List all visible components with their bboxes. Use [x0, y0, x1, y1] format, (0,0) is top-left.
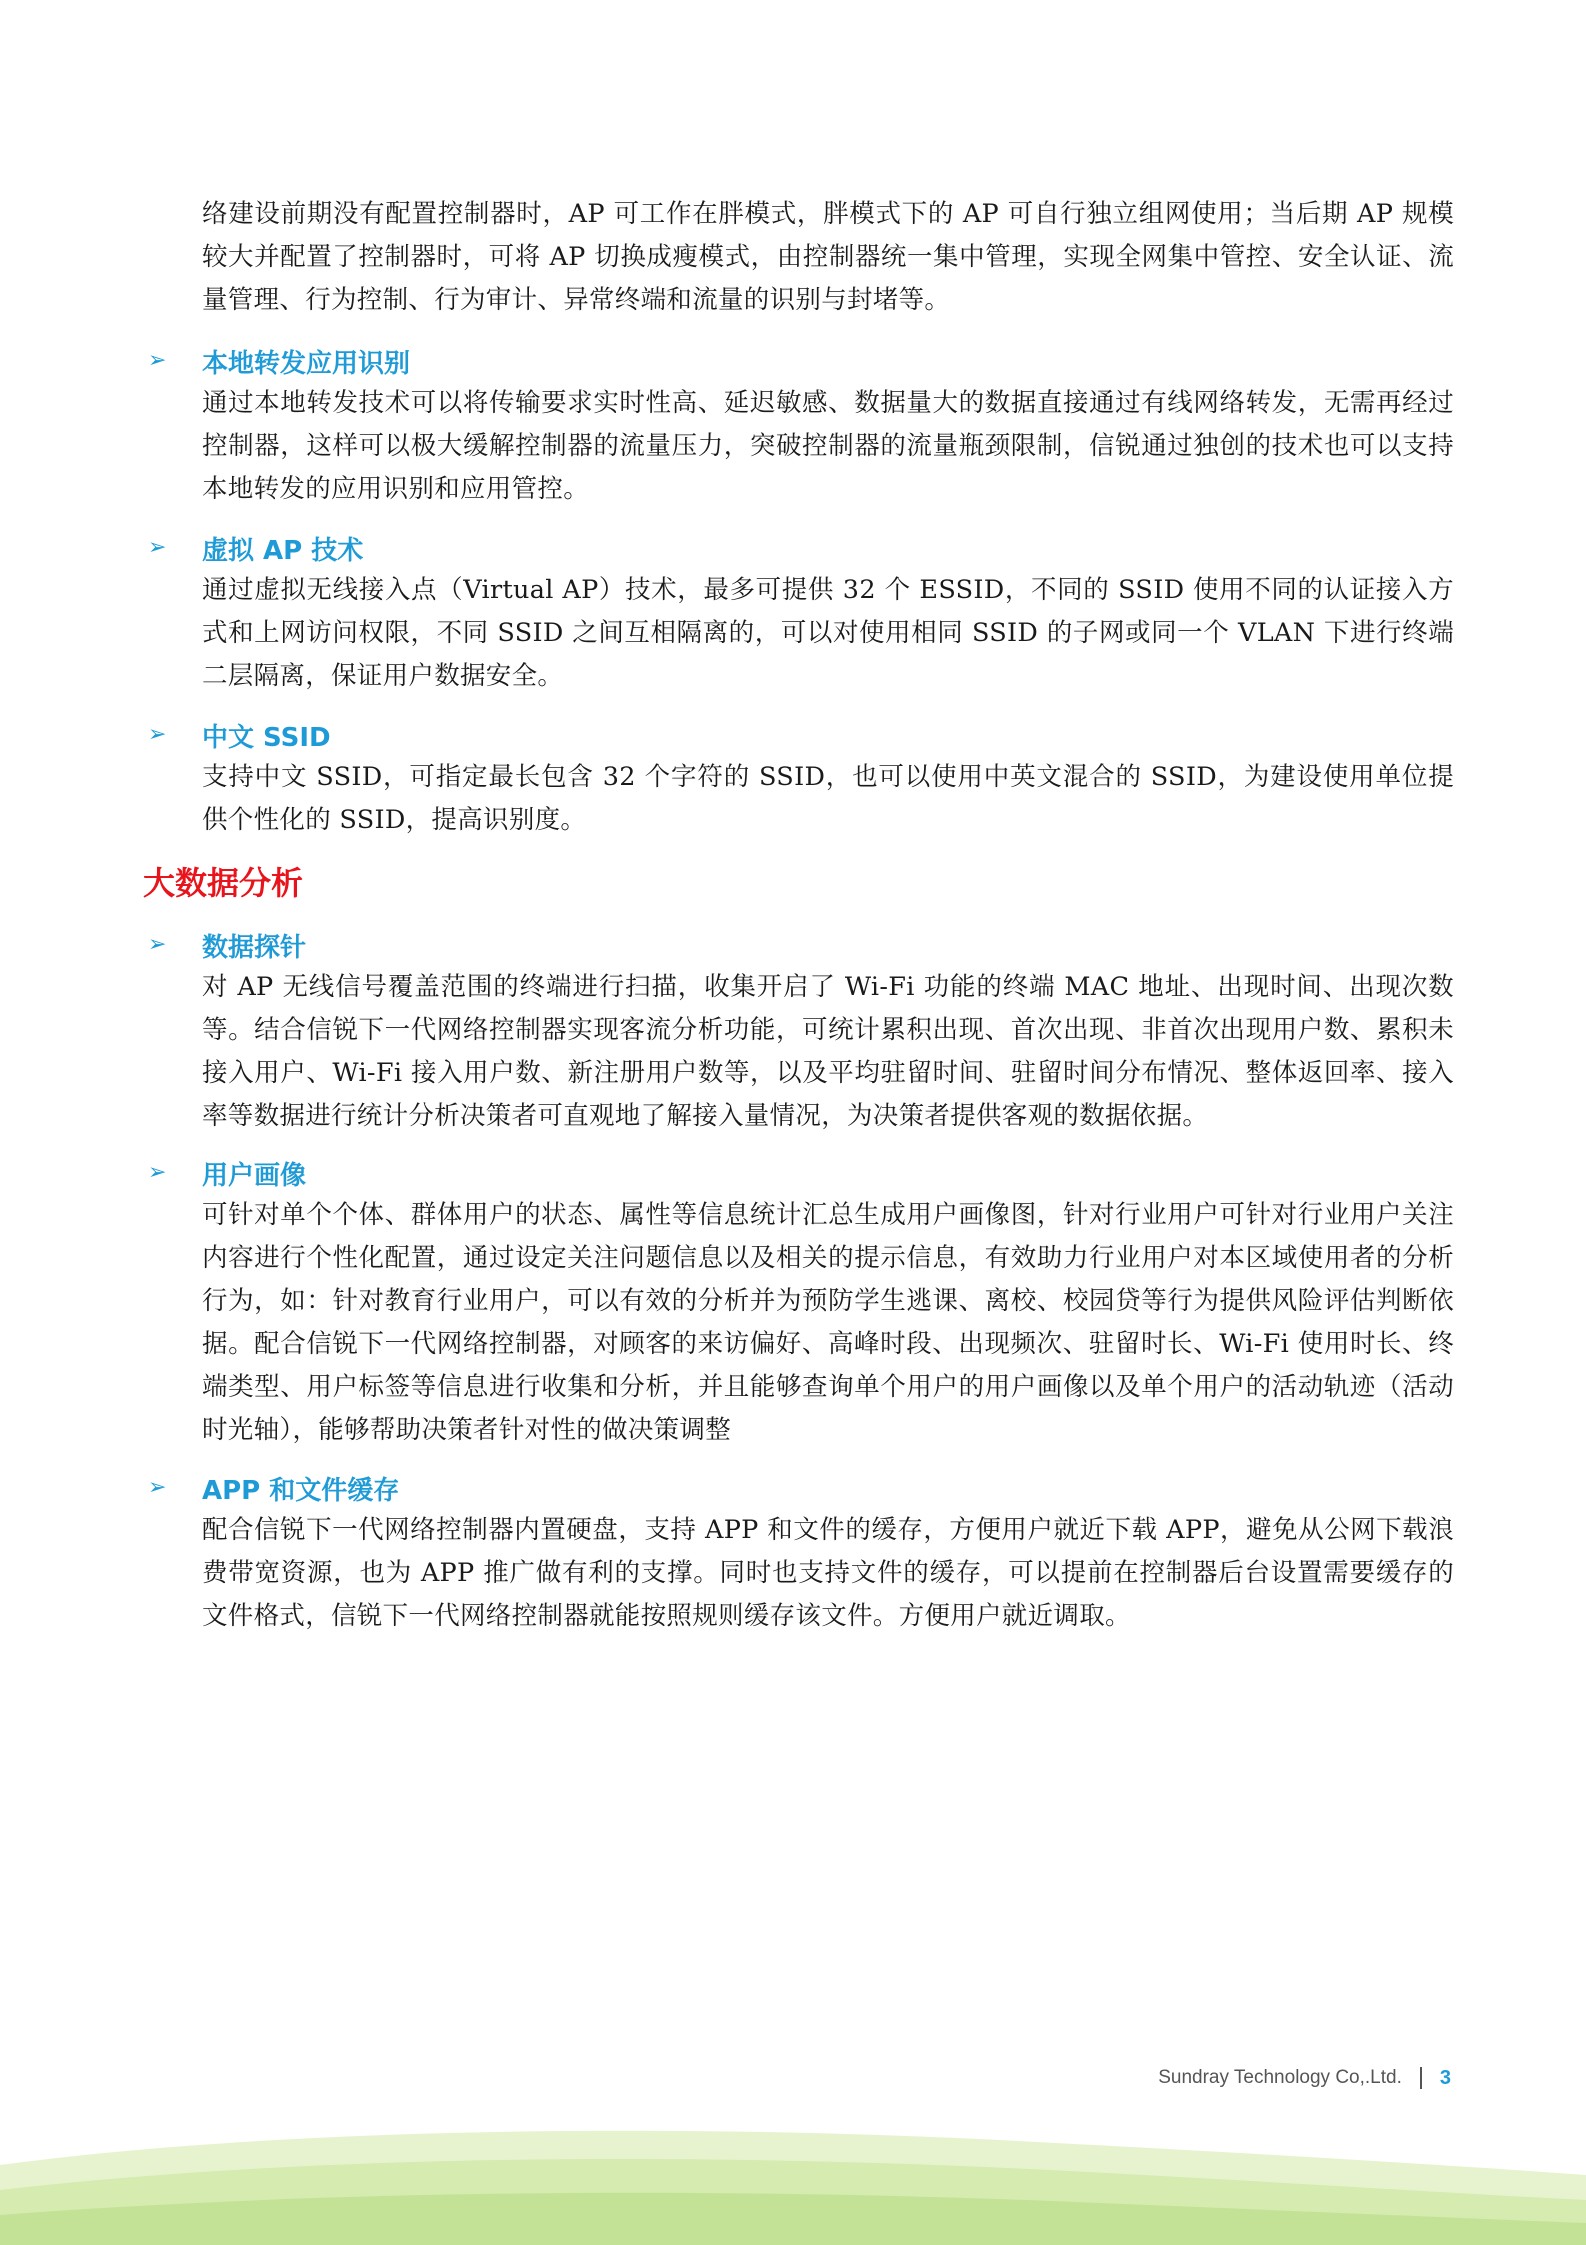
section-heading: [148, 528, 363, 568]
section-title: APP 和文件缓存: [202, 1475, 400, 1506]
arrow-bullet-icon: ➢: [148, 535, 167, 560]
section-title: 用户画像: [202, 1160, 307, 1191]
company-name: Sundray Technology Co,.Ltd.: [1158, 2067, 1402, 2088]
arrow-bullet-icon: ➢: [148, 722, 167, 747]
section-title: 数据探针: [202, 932, 307, 963]
section-heading: [148, 1153, 306, 1193]
arrow-bullet-icon: ➢: [148, 932, 167, 957]
section-body: 可针对单个个体、群体用户的状态、属性等信息统计汇总生成用户画像图，针对行业用户可针对行业用户关注内容进行个性化配置，通过设定关注问题信息以及相关的提示信息，有效助力行业用户对本区域使用者的分析行为，如：针对教育行业用户，可以有效的分析并为预防学生逃课、离校、校园贷等行为提供风险评估判断依据。配合信锐下一代网络控制器，对顾客的来访偏好、高峰时段、出现频次、驻留时长、Wi-Fi 使用时长、终端类型、用户标签等信息进行收集和分析，并且能够查询单个用户的用户画像以及单个用户的活动轨迹（活动时光轴），能够帮助决策者针对性的做决策调整: [202, 1200, 1454, 1445]
arrow-bullet-icon: ➢: [148, 1475, 167, 1500]
section-title: 虚拟 AP 技术: [202, 535, 364, 566]
section-body: 配合信锐下一代网络控制器内置硬盘，支持 APP 和文件的缓存，方便用户就近下载 APP，避免从公网下载浪费带宽资源，也为 APP 推广做有利的支撑。同时也支持文件的缓存，可以提前在控制器后台设置需要缓存的文件格式，信锐下一代网络控制器就能按照规则缓存该文件。方便用户就近调取。: [202, 1515, 1454, 1631]
arrow-bullet-icon: ➢: [148, 1160, 167, 1185]
section-body: 通过虚拟无线接入点（Virtual AP）技术，最多可提供 32 个 ESSID，不同的 SSID 使用不同的认证接入方式和上网访问权限，不同 SSID 之间互相隔离的，可以对使用相同 SSID 的子网或同一个 VLAN 下进行终端二层隔离，保证用户数据安全。: [202, 575, 1454, 691]
section-title: 本地转发应用识别: [202, 348, 411, 379]
section-body: 通过本地转发技术可以将传输要求实时性高、延迟敏感、数据量大的数据直接通过有线网络转发，无需再经过控制器，这样可以极大缓解控制器的流量压力，突破控制器的流量瓶颈限制，信锐通过独创的技术也可以支持本地转发的应用识别和应用管控。: [202, 388, 1454, 504]
section-heading: [148, 1468, 399, 1508]
page-number: 3: [1439, 2066, 1451, 2089]
section-body: 支持中文 SSID，可指定最长包含 32 个字符的 SSID，也可以使用中英文混合的 SSID，为建设使用单位提供个性化的 SSID，提高识别度。: [202, 762, 1454, 835]
section-title: 中文 SSID: [202, 722, 331, 753]
intro-paragraph: 络建设前期没有配置控制器时，AP 可工作在胖模式，胖模式下的 AP 可自行独立组网使用；当后期 AP 规模较大并配置了控制器时，可将 AP 切换成瘦模式，由控制器统一集中管理，实现全网集中管控、安全认证、流量管理、行为控制、行为审计、异常终端和流量的识别与封堵等。: [202, 199, 1454, 315]
page-footer: [1158, 2063, 1451, 2093]
footer-wave-decoration: [0, 2105, 1586, 2245]
big-data-heading: 大数据分析: [143, 864, 304, 902]
section-heading: [148, 925, 306, 965]
footer-divider: [1420, 2067, 1422, 2089]
section-heading: [148, 715, 331, 755]
section-heading: [148, 341, 410, 381]
arrow-bullet-icon: ➢: [148, 348, 167, 373]
section-body: 对 AP 无线信号覆盖范围的终端进行扫描，收集开启了 Wi-Fi 功能的终端 MAC 地址、出现时间、出现次数等。结合信锐下一代网络控制器实现客流分析功能，可统计累积出现、首次出现、非首次出现用户数、累积未接入用户、Wi-Fi 接入用户数、新注册用户数等，以及平均驻留时间、驻留时间分布情况、整体返回率、接入率等数据进行统计分析决策者可直观地了解接入量情况，为决策者提供客观的数据依据。: [202, 972, 1454, 1131]
